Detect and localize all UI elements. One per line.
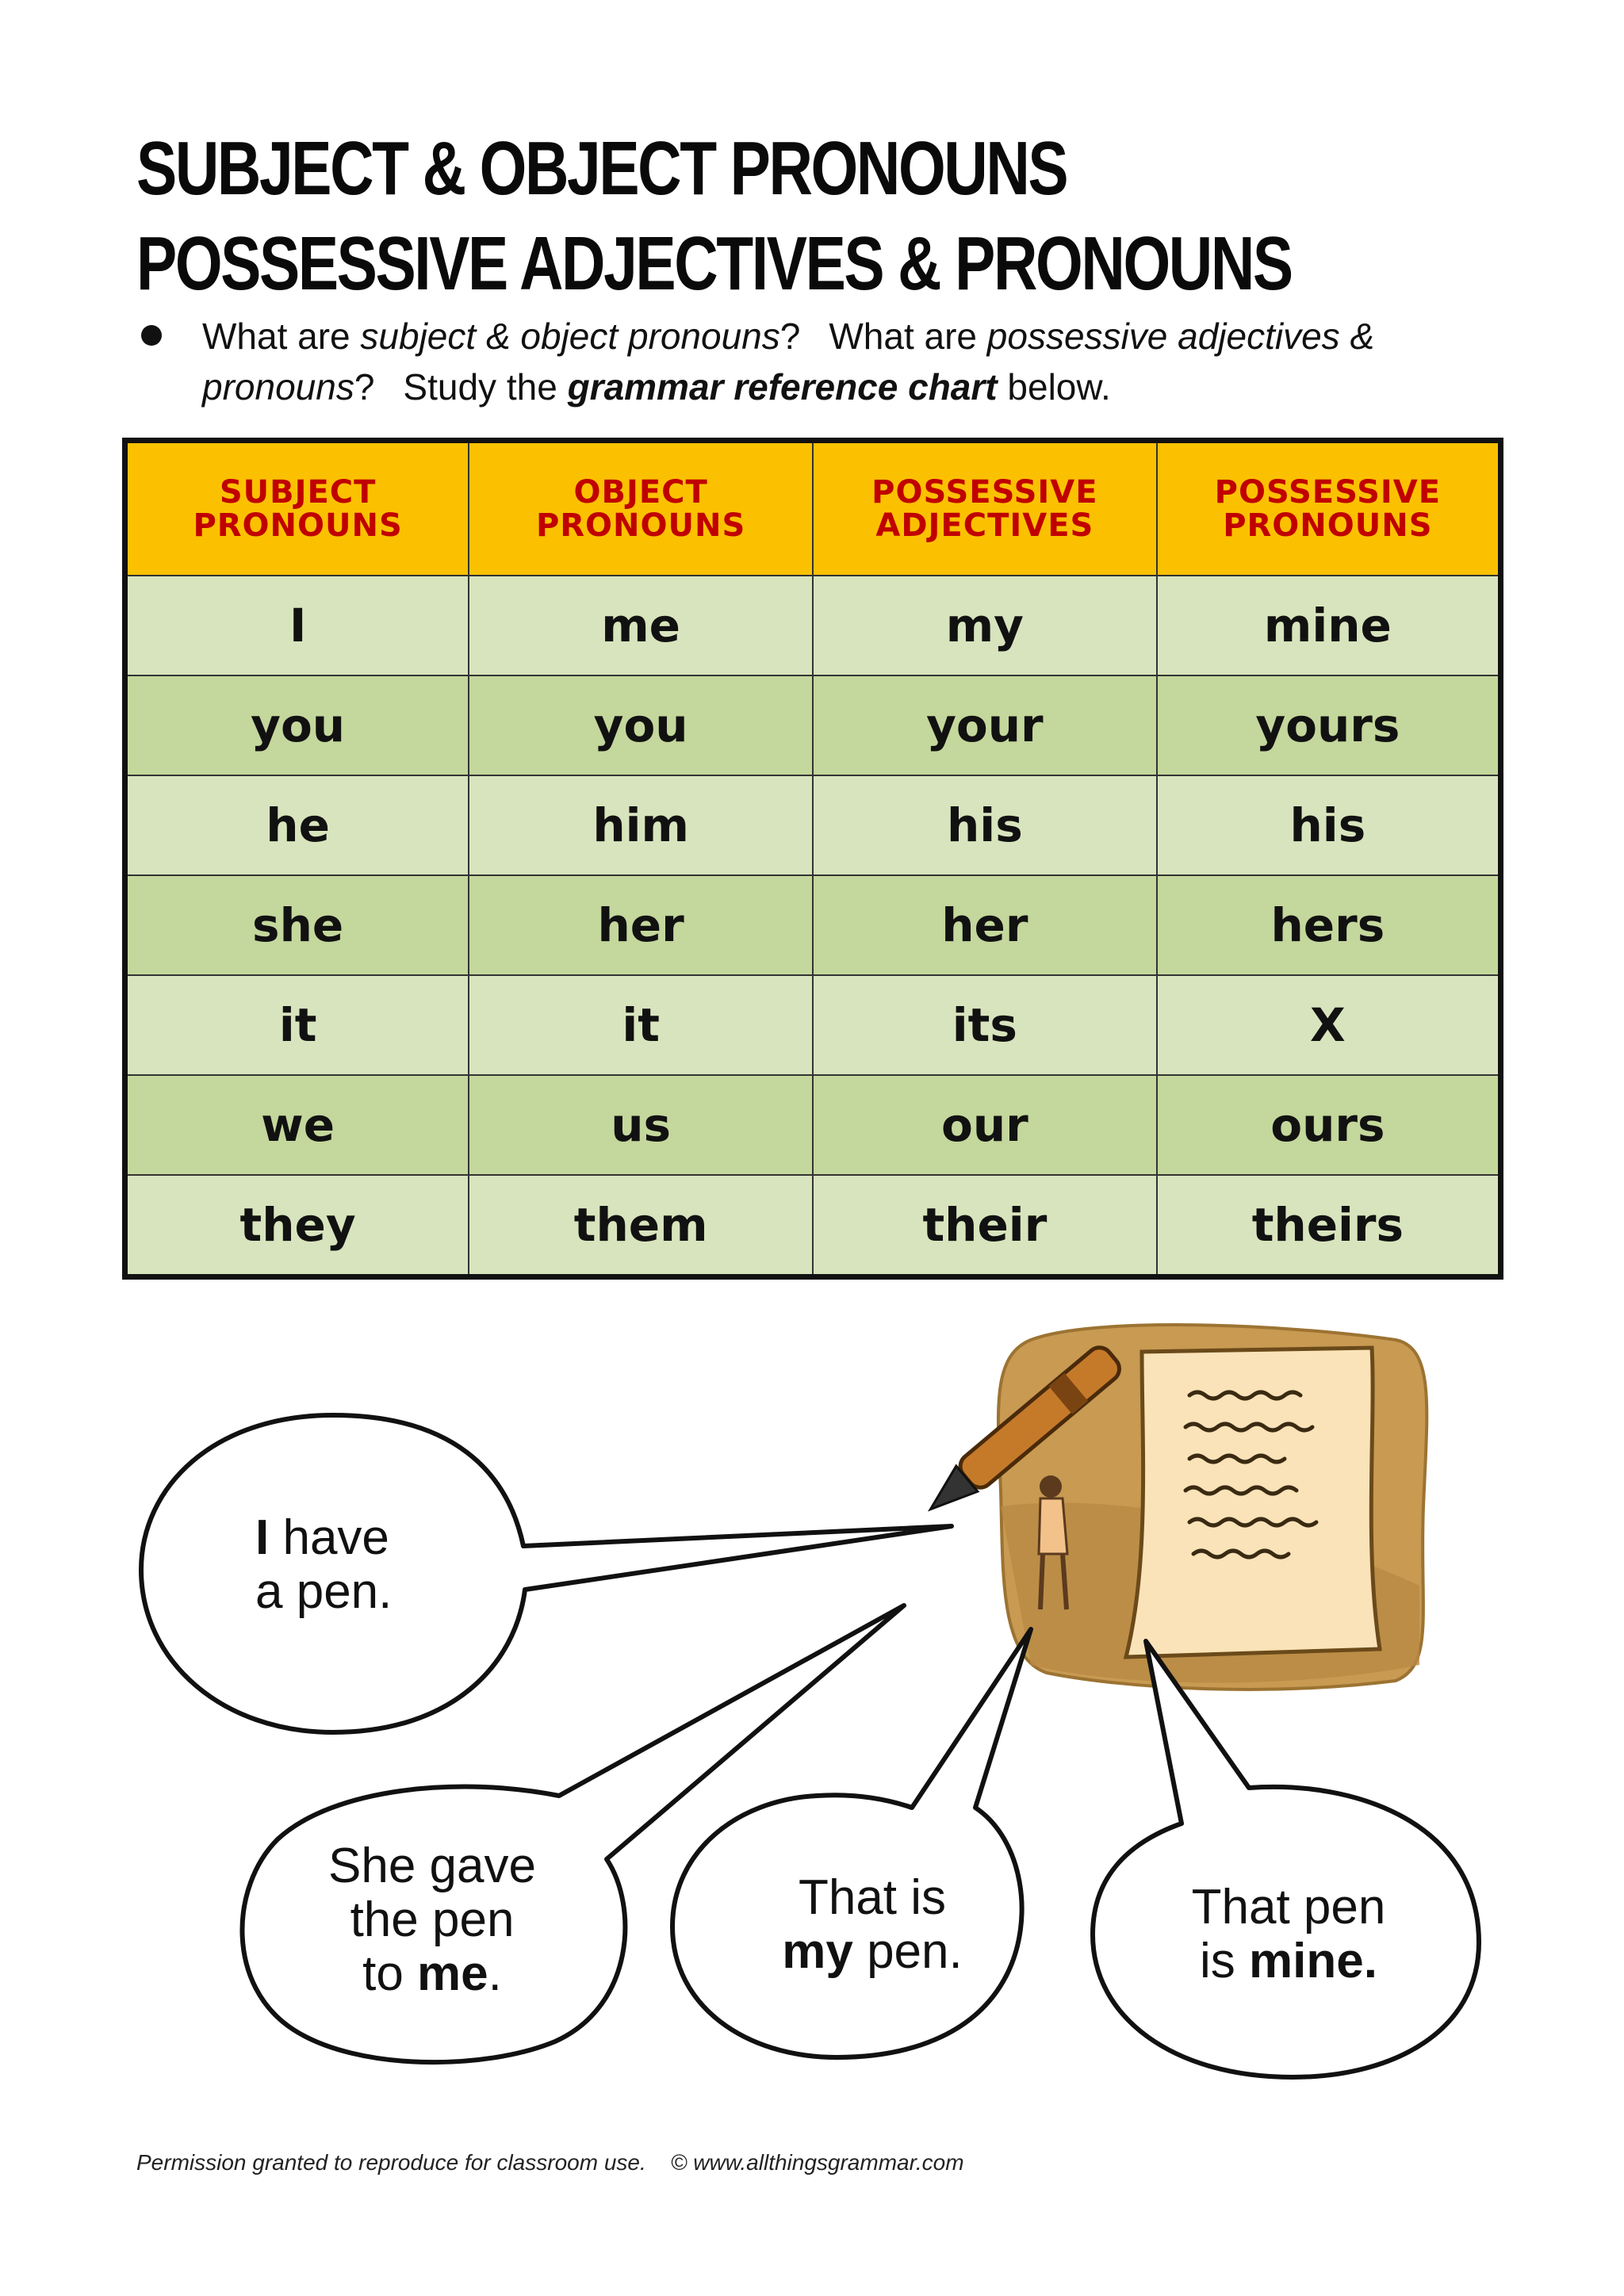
bubble-2-post: . [488, 1946, 502, 2001]
intro-fragment: ? [354, 366, 375, 408]
bubble-4-pre: is [1200, 1934, 1250, 1988]
speech-bubble-3 [672, 1629, 1031, 2057]
intro-fragment: What are [202, 316, 361, 357]
table-cell: them [469, 1175, 813, 1277]
table-cell: it [125, 975, 469, 1075]
table-cell: him [469, 775, 813, 875]
table-cell: I [125, 576, 469, 675]
bubble-1-rest: have [269, 1510, 389, 1565]
table-cell: you [125, 675, 469, 775]
header-subject-pronouns: SUBJECT PRONOUNS [125, 441, 469, 576]
intro-fragment: pronouns [202, 366, 354, 408]
bubble-2-text [285, 1839, 579, 2001]
intro-fragment: subject & object pronouns [360, 316, 780, 357]
table-cell: my [813, 576, 1157, 675]
table-cell: they [125, 1175, 469, 1277]
table-cell: hers [1157, 875, 1501, 975]
header-object-pronouns: OBJECT PRONOUNS [469, 441, 813, 576]
pen-paper-illustration [919, 1325, 1427, 1689]
table-cell: it [469, 975, 813, 1075]
table-cell: our [813, 1075, 1157, 1175]
bubble-1-bold: I [255, 1510, 270, 1565]
title-line-1: SUBJECT & OBJECT PRONOUNS [136, 126, 1067, 211]
table-cell: she [125, 875, 469, 975]
bubble-2-pre: to [362, 1946, 418, 2001]
table-cell: your [813, 675, 1157, 775]
bubble-3-bold: my [782, 1924, 853, 1979]
intro-fragment: ? [779, 316, 801, 357]
table-cell: X [1157, 975, 1501, 1075]
bubble-1-text [255, 1511, 392, 1619]
header-possessive-adjectives: POSSESSIVE ADJECTIVES [813, 441, 1157, 576]
footer-permission: Permission granted to reproduce for classroom use. [136, 2150, 646, 2175]
table-cell: its [813, 975, 1157, 1075]
table-cell: yours [1157, 675, 1501, 775]
table-cell: her [469, 875, 813, 975]
table-cell: ours [1157, 1075, 1501, 1175]
intro-fragment: grammar reference chart [567, 366, 998, 408]
table-cell: their [813, 1175, 1157, 1277]
title-line-2: POSSESSIVE ADJECTIVES & PRONOUNS [136, 221, 1292, 306]
intro-fragment: possessive adjectives & [986, 316, 1375, 357]
intro-fragment: Study the [403, 366, 568, 408]
header-possessive-pronouns: POSSESSIVE PRONOUNS [1157, 441, 1501, 576]
table-cell: theirs [1157, 1175, 1501, 1277]
footer [136, 2150, 964, 2175]
bubble-4-text [1134, 1881, 1443, 1988]
table-cell: his [813, 775, 1157, 875]
table-cell: you [469, 675, 813, 775]
footer-copyright: © www.allthingsgrammar.com [670, 2150, 964, 2175]
table-cell: his [1157, 775, 1501, 875]
bubble-4-line1: That pen [1191, 1880, 1386, 1934]
table-cell: us [469, 1075, 813, 1175]
speech-bubble-4 [1093, 1641, 1479, 2077]
table-cell: mine [1157, 576, 1501, 675]
table-cell: me [469, 576, 813, 675]
bubble-2-bold: me [417, 1946, 488, 2001]
bubble-4-bold: mine. [1249, 1934, 1377, 1988]
bubble-3-post: pen. [852, 1924, 963, 1979]
bubble-3-line1: That is [798, 1870, 947, 1925]
intro-fragment: below. [997, 366, 1111, 408]
table-cell: we [125, 1075, 469, 1175]
bubble-2-line1: She gave [328, 1839, 536, 1893]
bubble-3-text [737, 1871, 1007, 1979]
bubble-2-line2: the pen [350, 1892, 515, 1947]
table-cell: he [125, 775, 469, 875]
table-cell: her [813, 875, 1157, 975]
intro-fragment: What are [829, 316, 987, 357]
bubble-1-line2: a pen. [255, 1564, 393, 1619]
